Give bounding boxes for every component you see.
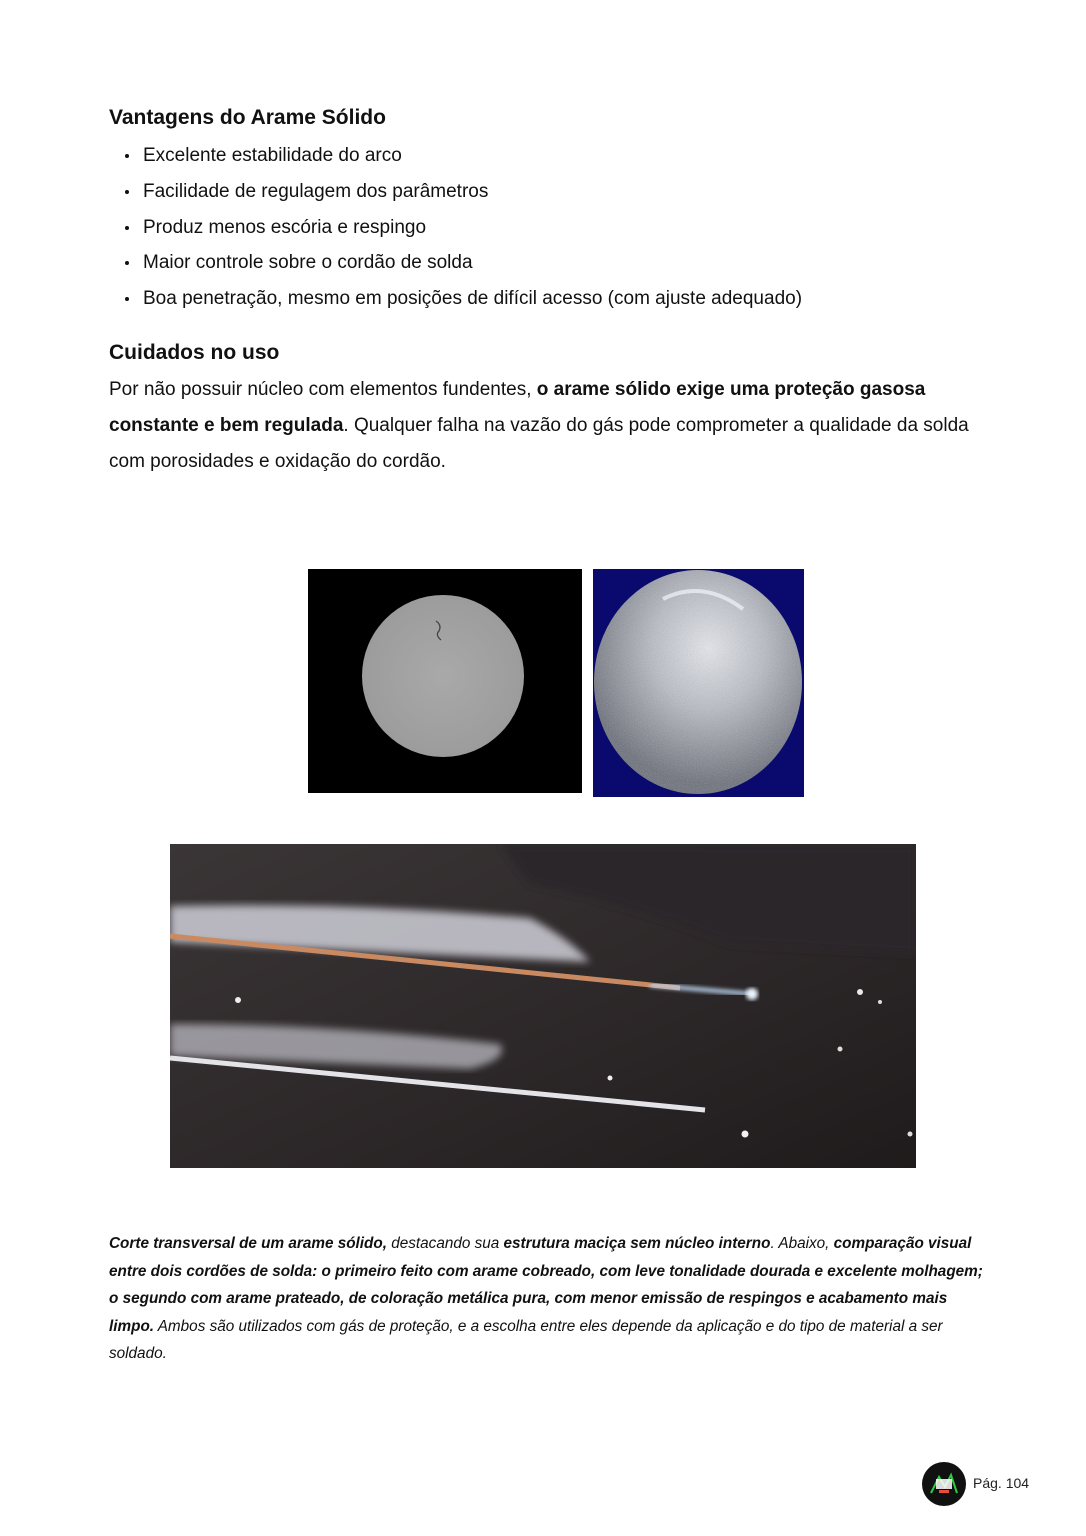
list-item: [109, 138, 989, 174]
list-item: [109, 174, 989, 210]
bullet-icon: [125, 297, 129, 301]
list-item-text: Boa penetração, mesmo em posições de difícil acesso (com ajuste adequado): [143, 288, 803, 310]
section-title-vantagens: Vantagens do Arame Sólido: [109, 106, 386, 129]
list-item: [109, 245, 989, 281]
caption-bold: Corte transversal de um arame sólido,: [109, 1235, 387, 1252]
caption-bold: estrutura maciça sem núcleo interno: [503, 1235, 771, 1252]
caption-bold: comparação visual entre dois cordões de solda: o primeiro feito com arame cobreado, com leve tonalidade dourada e excelente molhagem; o segundo com arame prateado, de coloração metálica pura, com menor emissão de respingos e acabamento mais limpo.: [109, 1235, 983, 1335]
caption-text: . Abaixo,: [770, 1235, 834, 1252]
solid-wire-cross-section-image: [308, 569, 582, 793]
advantages-list: [109, 138, 989, 317]
figure-caption: [109, 1230, 989, 1368]
wire-cross-section-polished-image: [593, 569, 804, 797]
cuidados-paragraph: [109, 372, 989, 480]
paragraph-text: . Qualquer falha na vazão do gás pode comprometer a qualidade da solda com porosidades e oxidação do cordão.: [109, 415, 969, 472]
page-number: Pág. 104: [973, 1475, 1030, 1491]
section-title-cuidados: Cuidados no uso: [109, 341, 280, 364]
bullet-icon: [125, 261, 129, 265]
paragraph-emphasis: o arame sólido exige uma proteção gasosa constante e bem regulada: [109, 379, 926, 436]
list-item: [109, 281, 989, 317]
weld-beads-comparison-image: [170, 844, 916, 1168]
list-item-text: Excelente estabilidade do arco: [143, 145, 402, 166]
bullet-icon: [125, 154, 129, 158]
list-item: [109, 210, 989, 246]
publisher-logo-icon: [921, 1461, 967, 1507]
caption-text: Ambos são utilizados com gás de proteção, e a escolha entre eles depende da aplicação e do tipo de material a ser soldado.: [109, 1317, 943, 1362]
cross-section-disc-icon: [308, 569, 582, 793]
paragraph-text: Por não possuir núcleo com elementos fundentes,: [109, 379, 537, 400]
polished-disc-icon: [593, 569, 804, 797]
bullet-icon: [125, 190, 129, 194]
weld-beads-icon: [170, 844, 916, 1168]
list-item-text: Maior controle sobre o cordão de solda: [143, 252, 473, 274]
list-item-text: Produz menos escória e respingo: [143, 216, 427, 238]
list-item-text: Facilidade de regulagem dos parâmetros: [143, 180, 489, 202]
caption-text: destacando sua: [387, 1235, 504, 1252]
bullet-icon: [125, 226, 129, 230]
